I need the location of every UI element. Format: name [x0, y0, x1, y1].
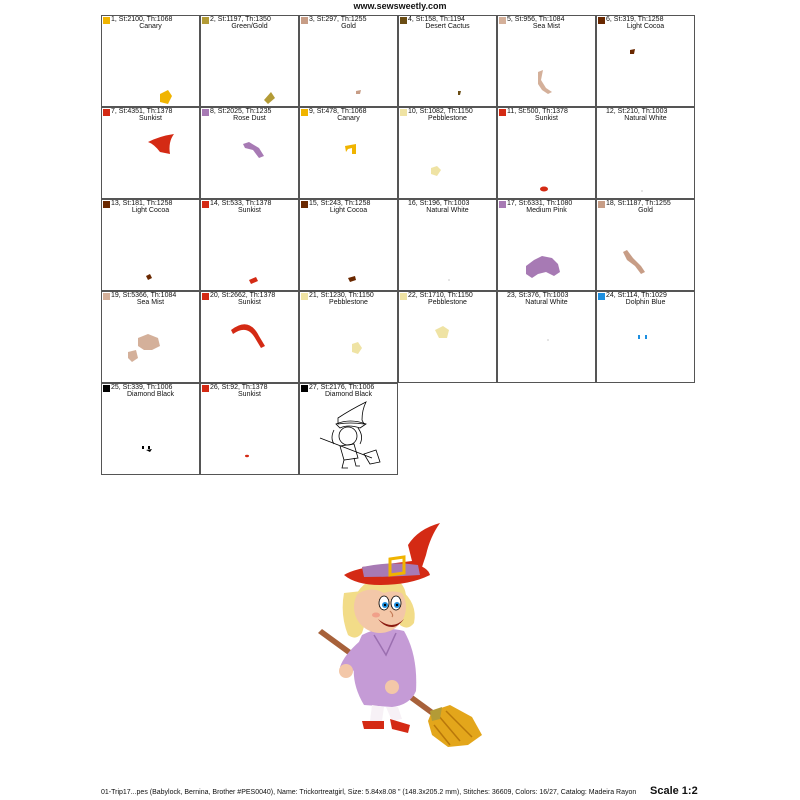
- cell-stats: 10, St:1082, Th:1150: [408, 108, 473, 115]
- cell-stats: 4, St:158, Th:1194: [408, 16, 465, 23]
- stitch-preview: [399, 292, 498, 384]
- color-cell-17: [497, 199, 596, 291]
- cell-stats: 15, St:243, Th:1258: [309, 200, 371, 207]
- cell-thread-name: Rose Dust: [233, 115, 266, 122]
- cell-thread-name: Sea Mist: [532, 23, 561, 30]
- color-cell-6: [596, 15, 695, 107]
- cell-thread-name: Gold: [341, 23, 356, 30]
- color-cell-20: [200, 291, 299, 383]
- cell-thread-name: Sunkist: [238, 299, 261, 306]
- stitch-preview: [498, 292, 597, 384]
- cell-stats: 22, St:1710, Th:1150: [408, 292, 473, 299]
- color-cell-1: [101, 15, 200, 107]
- cell-stats: 3, St:297, Th:1255: [309, 16, 367, 23]
- stitch-preview: [201, 16, 300, 108]
- stitch-preview: [201, 200, 300, 292]
- color-cell-24: [596, 291, 695, 383]
- stitch-preview: [300, 16, 399, 108]
- stitch-preview: [102, 16, 201, 108]
- cell-thread-name: Desert Cactus: [425, 23, 470, 30]
- stitch-preview: [597, 108, 696, 200]
- cell-stats: 25, St:339, Th:1006: [111, 384, 173, 391]
- cell-thread-name: Green/Gold: [231, 23, 268, 30]
- color-cell-26: [200, 383, 299, 475]
- color-cell-27: [299, 383, 398, 475]
- cell-stats: 13, St:181, Th:1258: [111, 200, 173, 207]
- cell-stats: 20, St:2662, Th:1378: [210, 292, 276, 299]
- footer-info: 01-Trip17...pes (Babylock, Bernina, Brother #PES0040), Name: Trickortreatgirl, Size: 5.84x8.08 " (148.3x205.2 mm), Stitches: 36609, Colors: 16/27, Catalog: Madeira Rayon: [101, 789, 637, 796]
- cell-stats: 6, St:319, Th:1258: [606, 16, 664, 23]
- color-cell-15: [299, 199, 398, 291]
- stitch-preview: [300, 108, 399, 200]
- color-cell-21: [299, 291, 398, 383]
- cell-stats: 2, St:1197, Th:1350: [210, 16, 271, 23]
- cell-thread-name: Canary: [337, 115, 360, 122]
- cell-thread-name: Dolphin Blue: [625, 299, 666, 306]
- cell-stats: 8, St:2025, Th:1235: [210, 108, 272, 115]
- cell-thread-name: Sea Mist: [136, 299, 165, 306]
- cell-thread-name: Sunkist: [139, 115, 162, 122]
- cell-stats: 9, St:478, Th:1068: [309, 108, 367, 115]
- stitch-preview: [201, 292, 300, 384]
- cell-stats: 16, St:196, Th:1003: [408, 200, 470, 207]
- cell-thread-name: Diamond Black: [126, 391, 175, 398]
- cell-stats: 17, St:6331, Th:1080: [507, 200, 573, 207]
- cell-thread-name: Medium Pink: [526, 207, 567, 214]
- stitch-preview: [498, 108, 597, 200]
- cell-thread-name: Natural White: [525, 299, 568, 306]
- color-cell-16: [398, 199, 497, 291]
- color-cell-25: [101, 383, 200, 475]
- stitch-preview: [102, 292, 201, 384]
- cell-thread-name: Pebblestone: [329, 299, 368, 306]
- color-cell-9: [299, 107, 398, 199]
- cell-stats: 23, St:376, Th:1003: [507, 292, 569, 299]
- color-cell-22: [398, 291, 497, 383]
- cell-stats: 27, St:2176, Th:1006: [309, 384, 375, 391]
- color-cell-11: [497, 107, 596, 199]
- cell-thread-name: Sunkist: [238, 207, 261, 214]
- cell-stats: 7, St:4351, Th:1378: [111, 108, 173, 115]
- stitch-preview: [102, 384, 201, 476]
- stitch-preview: [201, 108, 300, 200]
- stitch-preview: [597, 292, 696, 384]
- stitch-preview: [498, 16, 597, 108]
- color-cell-23: [497, 291, 596, 383]
- cell-thread-name: Light Cocoa: [329, 207, 368, 214]
- color-cell-3: [299, 15, 398, 107]
- stitch-preview: [102, 108, 201, 200]
- stitch-preview: [300, 200, 399, 292]
- stitch-preview: [399, 200, 498, 292]
- cell-thread-name: Diamond Black: [324, 391, 373, 398]
- cell-thread-name: Pebblestone: [428, 299, 467, 306]
- scale-label: Scale 1:2: [650, 785, 698, 797]
- color-cell-10: [398, 107, 497, 199]
- cell-stats: 18, St:1187, Th:1255: [606, 200, 671, 207]
- cell-stats: 19, St:5366, Th:1084: [111, 292, 177, 299]
- outline-preview: [300, 384, 399, 476]
- cell-stats: 12, St:210, Th:1003: [606, 108, 668, 115]
- cell-stats: 21, St:1230, Th:1150: [309, 292, 374, 299]
- stitch-preview: [399, 16, 498, 108]
- color-cell-4: [398, 15, 497, 107]
- cell-stats: 14, St:533, Th:1378: [210, 200, 272, 207]
- color-cell-8: [200, 107, 299, 199]
- stitch-preview: [597, 16, 696, 108]
- cell-stats: 24, St:114, Th:1029: [606, 292, 667, 299]
- color-cell-18: [596, 199, 695, 291]
- design-preview: [300, 515, 500, 755]
- color-cell-2: [200, 15, 299, 107]
- stitch-preview: [399, 108, 498, 200]
- cell-thread-name: Canary: [139, 23, 162, 30]
- cell-thread-name: Sunkist: [535, 115, 558, 122]
- stitch-preview: [201, 384, 300, 476]
- cell-stats: 5, St:956, Th:1084: [507, 16, 565, 23]
- cell-thread-name: Gold: [638, 207, 653, 214]
- color-cell-7: [101, 107, 200, 199]
- cell-thread-name: Light Cocoa: [626, 23, 665, 30]
- cell-stats: 1, St:2100, Th:1068: [111, 16, 173, 23]
- cell-thread-name: Pebblestone: [428, 115, 467, 122]
- cell-thread-name: Sunkist: [238, 391, 261, 398]
- stitch-preview: [498, 200, 597, 292]
- stitch-preview: [597, 200, 696, 292]
- cell-thread-name: Light Cocoa: [131, 207, 170, 214]
- cell-stats: 11, St:500, Th:1378: [507, 108, 568, 115]
- color-sequence-grid: [101, 15, 698, 477]
- cell-thread-name: Natural White: [624, 115, 667, 122]
- color-cell-14: [200, 199, 299, 291]
- stitch-preview: [102, 200, 201, 292]
- color-cell-19: [101, 291, 200, 383]
- cell-stats: 26, St:92, Th:1378: [210, 384, 268, 391]
- color-cell-13: [101, 199, 200, 291]
- cell-thread-name: Natural White: [426, 207, 469, 214]
- color-cell-5: [497, 15, 596, 107]
- site-title: www.sewsweetly.com: [353, 1, 447, 11]
- color-cell-12: [596, 107, 695, 199]
- stitch-preview: [300, 292, 399, 384]
